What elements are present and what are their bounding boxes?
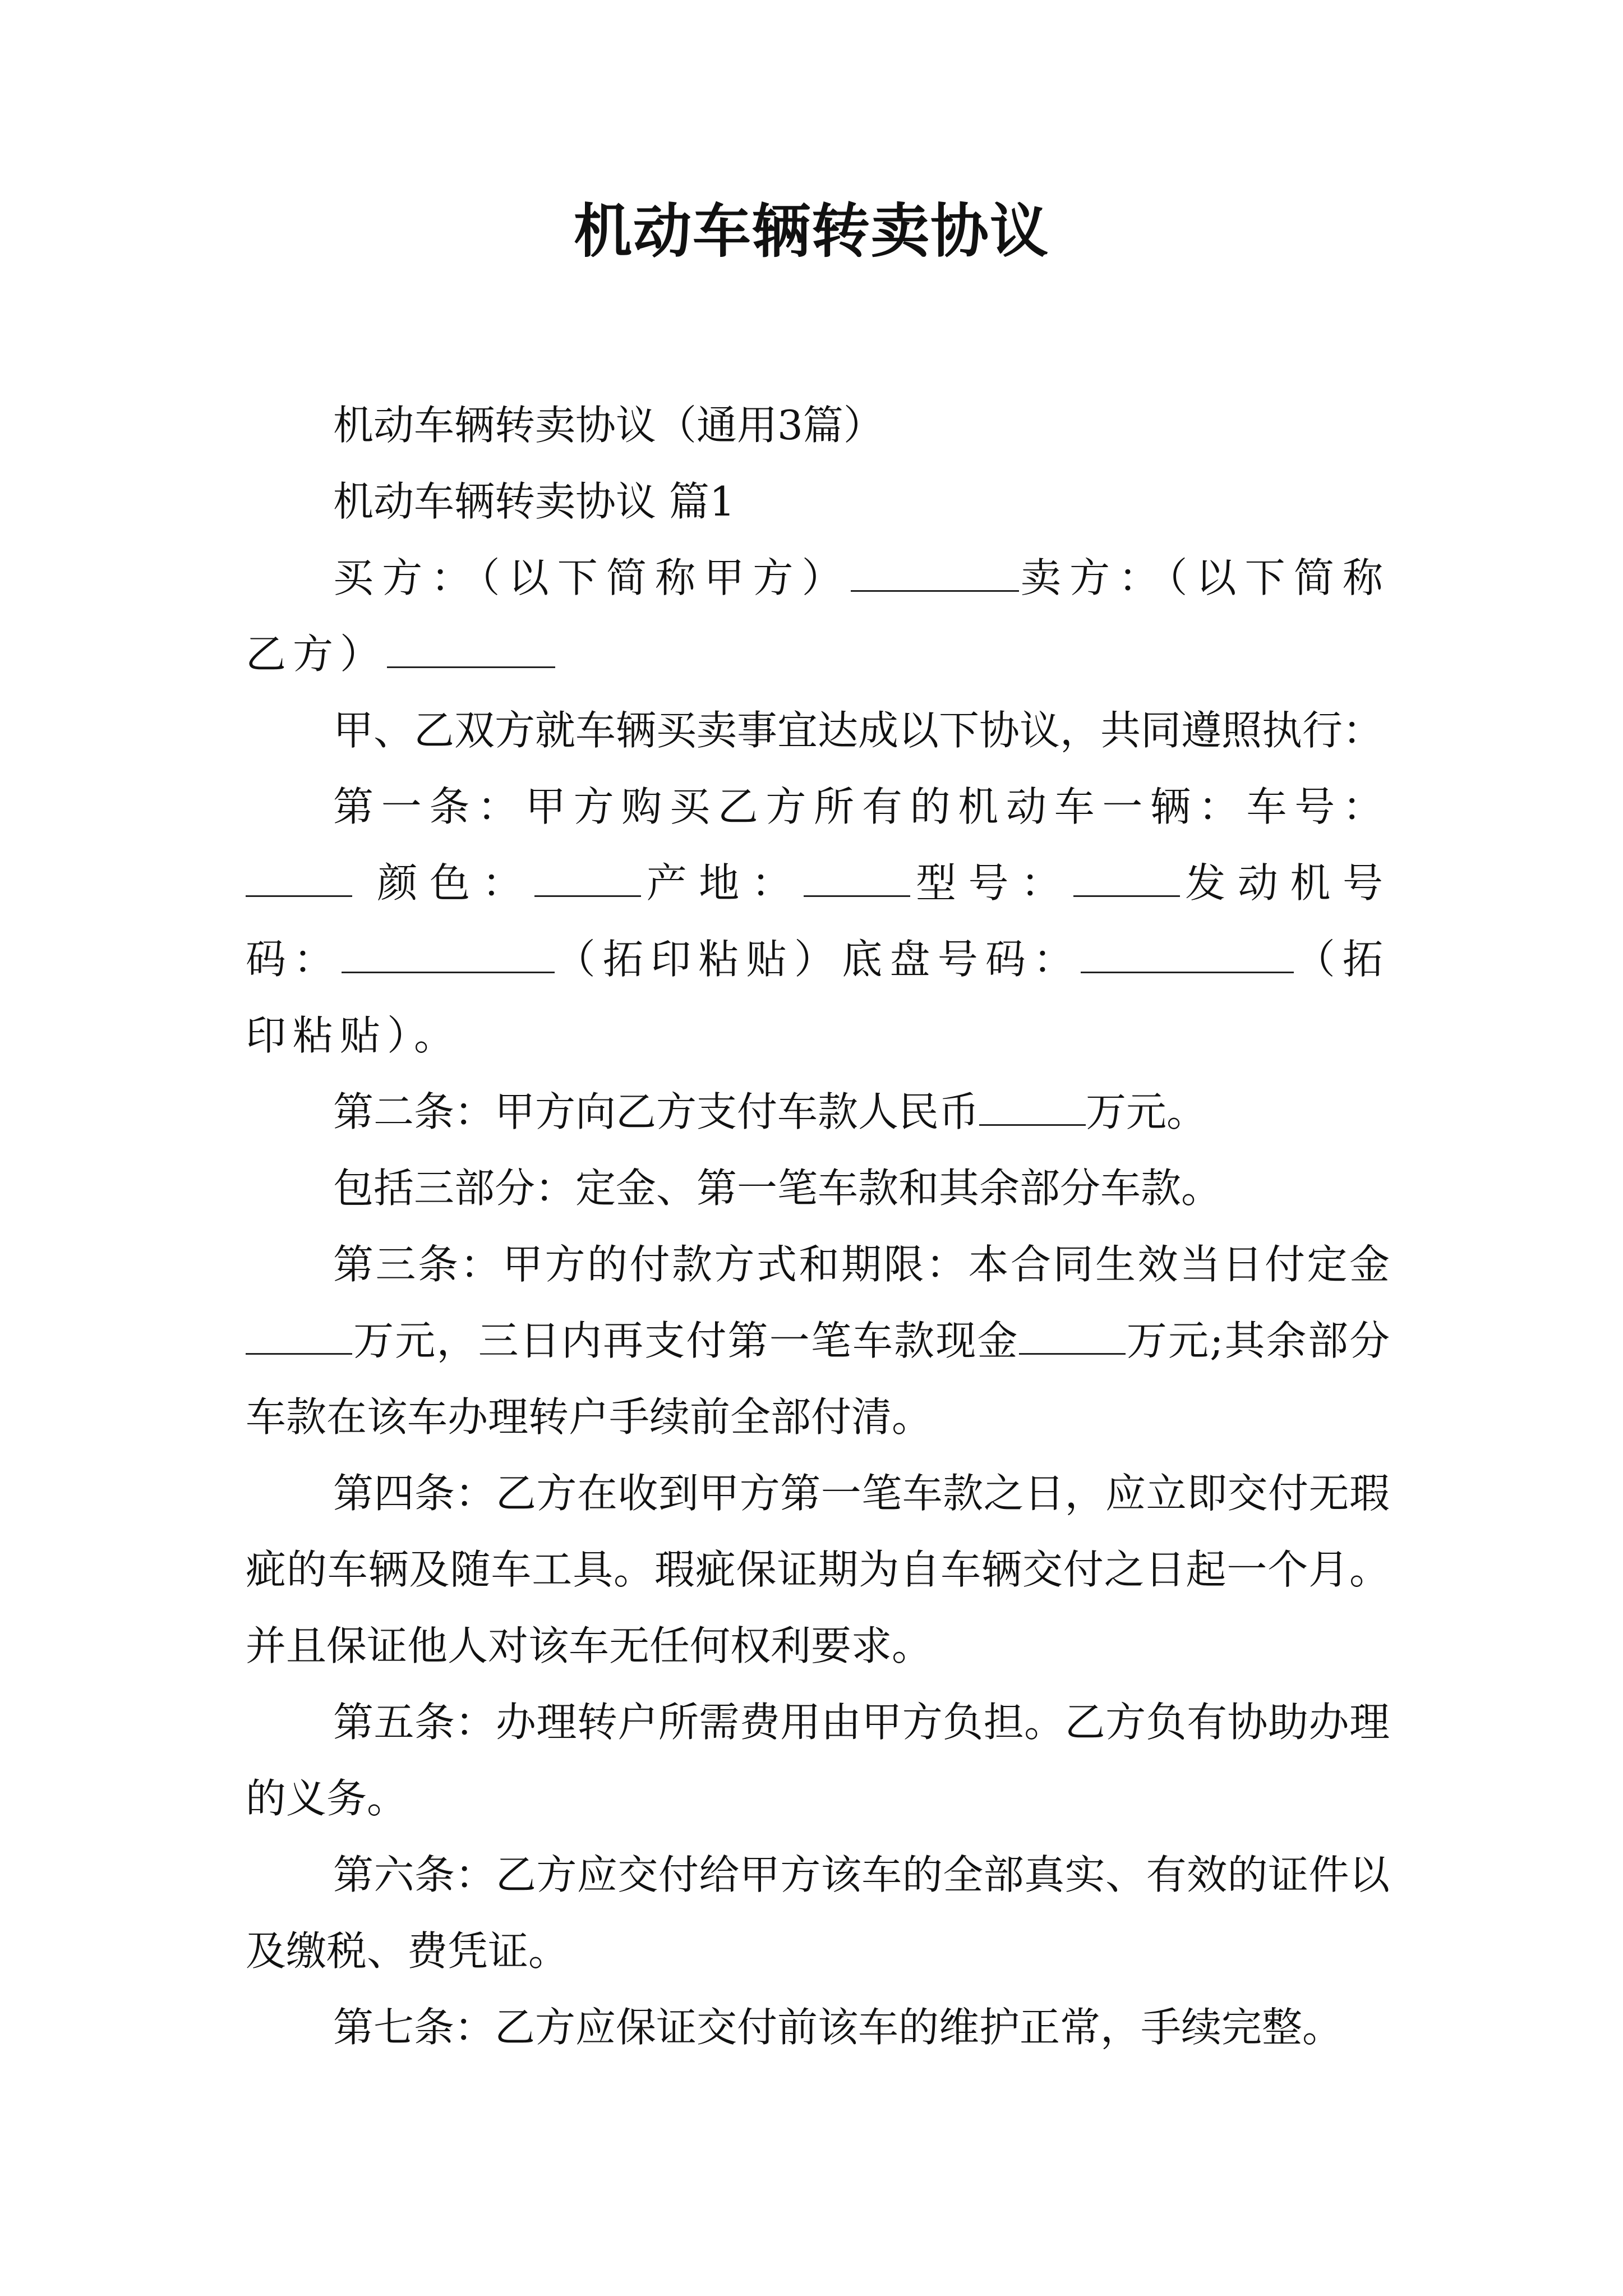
engine-number-blank[interactable]	[342, 938, 555, 973]
deposit-blank[interactable]	[246, 1319, 352, 1355]
article-2	[246, 1074, 1390, 1150]
price-blank[interactable]	[979, 1091, 1086, 1126]
seller-blank[interactable]	[387, 633, 555, 668]
section-heading: 机动车辆转卖协议 篇1	[333, 478, 735, 525]
origin-blank[interactable]	[804, 862, 910, 897]
article-2-lead: 第二条：甲方向乙方支付车款人民币	[333, 1088, 980, 1135]
payment-parts: 包括三部分：定金、第一笔车款和其余部分车款。	[333, 1165, 1222, 1212]
article-3-mid: 万元，三日内再支付第一笔车款现金	[352, 1317, 1019, 1364]
document-title: 机动车辆转卖协议	[573, 196, 1049, 265]
intro-paragraph: 甲、乙双方就车辆买卖事宜达成以下协议，共同遵照执行：	[333, 707, 1384, 754]
article-3	[246, 1226, 1390, 1455]
model-label: 型号：	[910, 859, 1073, 907]
color-blank[interactable]	[534, 862, 641, 897]
buyer-label: 买方：（以下简称甲方）	[333, 554, 851, 601]
article-2-unit: 万元。	[1086, 1088, 1207, 1135]
parties-paragraph	[246, 540, 1390, 692]
plate-number-blank[interactable]	[246, 862, 352, 897]
article-3-lead: 第三条：甲方的付款方式和期限：本合同生效当日付定金	[333, 1241, 1390, 1288]
article-5: 第五条：办理转户所需费用由甲方负担。乙方负有协助办理的义务。	[246, 1699, 1390, 1822]
rubbing-chassis-label: （拓印粘贴）底盘号码：	[554, 936, 1081, 983]
article-4: 第四条：乙方在收到甲方第一笔车款之日，应立即交付无瑕疵的车辆及随车工具。瑕疵保证期为自车辆交付之日起一个月。并且保证他人对该车无任何权利要求。	[246, 1470, 1390, 1669]
color-label: 颜色：	[377, 859, 535, 907]
subtitle-line: 机动车辆转卖协议（通用3篇）	[333, 402, 884, 449]
origin-label: 产地：	[641, 859, 804, 907]
rubbing-end-label: （拓印粘贴）。	[246, 936, 1390, 1059]
article-3-tail: 万元;其余部分车款在该车办理转户手续前全部付清。	[246, 1317, 1390, 1441]
first-payment-blank[interactable]	[1019, 1319, 1126, 1355]
seller-label: 卖方：（以下简称乙方）	[246, 554, 1390, 678]
document-body	[246, 387, 1390, 2065]
chassis-number-blank[interactable]	[1081, 938, 1294, 973]
engine-label: 发动机号码：	[246, 859, 1390, 983]
article-1	[246, 769, 1390, 1074]
article-7: 第七条：乙方应保证交付前该车的维护正常，手续完整。	[333, 2004, 1343, 2051]
buyer-blank[interactable]	[851, 556, 1019, 592]
article-6: 第六条：乙方应交付给甲方该车的全部真实、有效的证件以及缴税、费凭证。	[246, 1851, 1390, 1975]
model-blank[interactable]	[1073, 862, 1180, 897]
article-1-lead: 第一条：甲方购买乙方所有的机动车一辆：车号：	[333, 783, 1390, 830]
